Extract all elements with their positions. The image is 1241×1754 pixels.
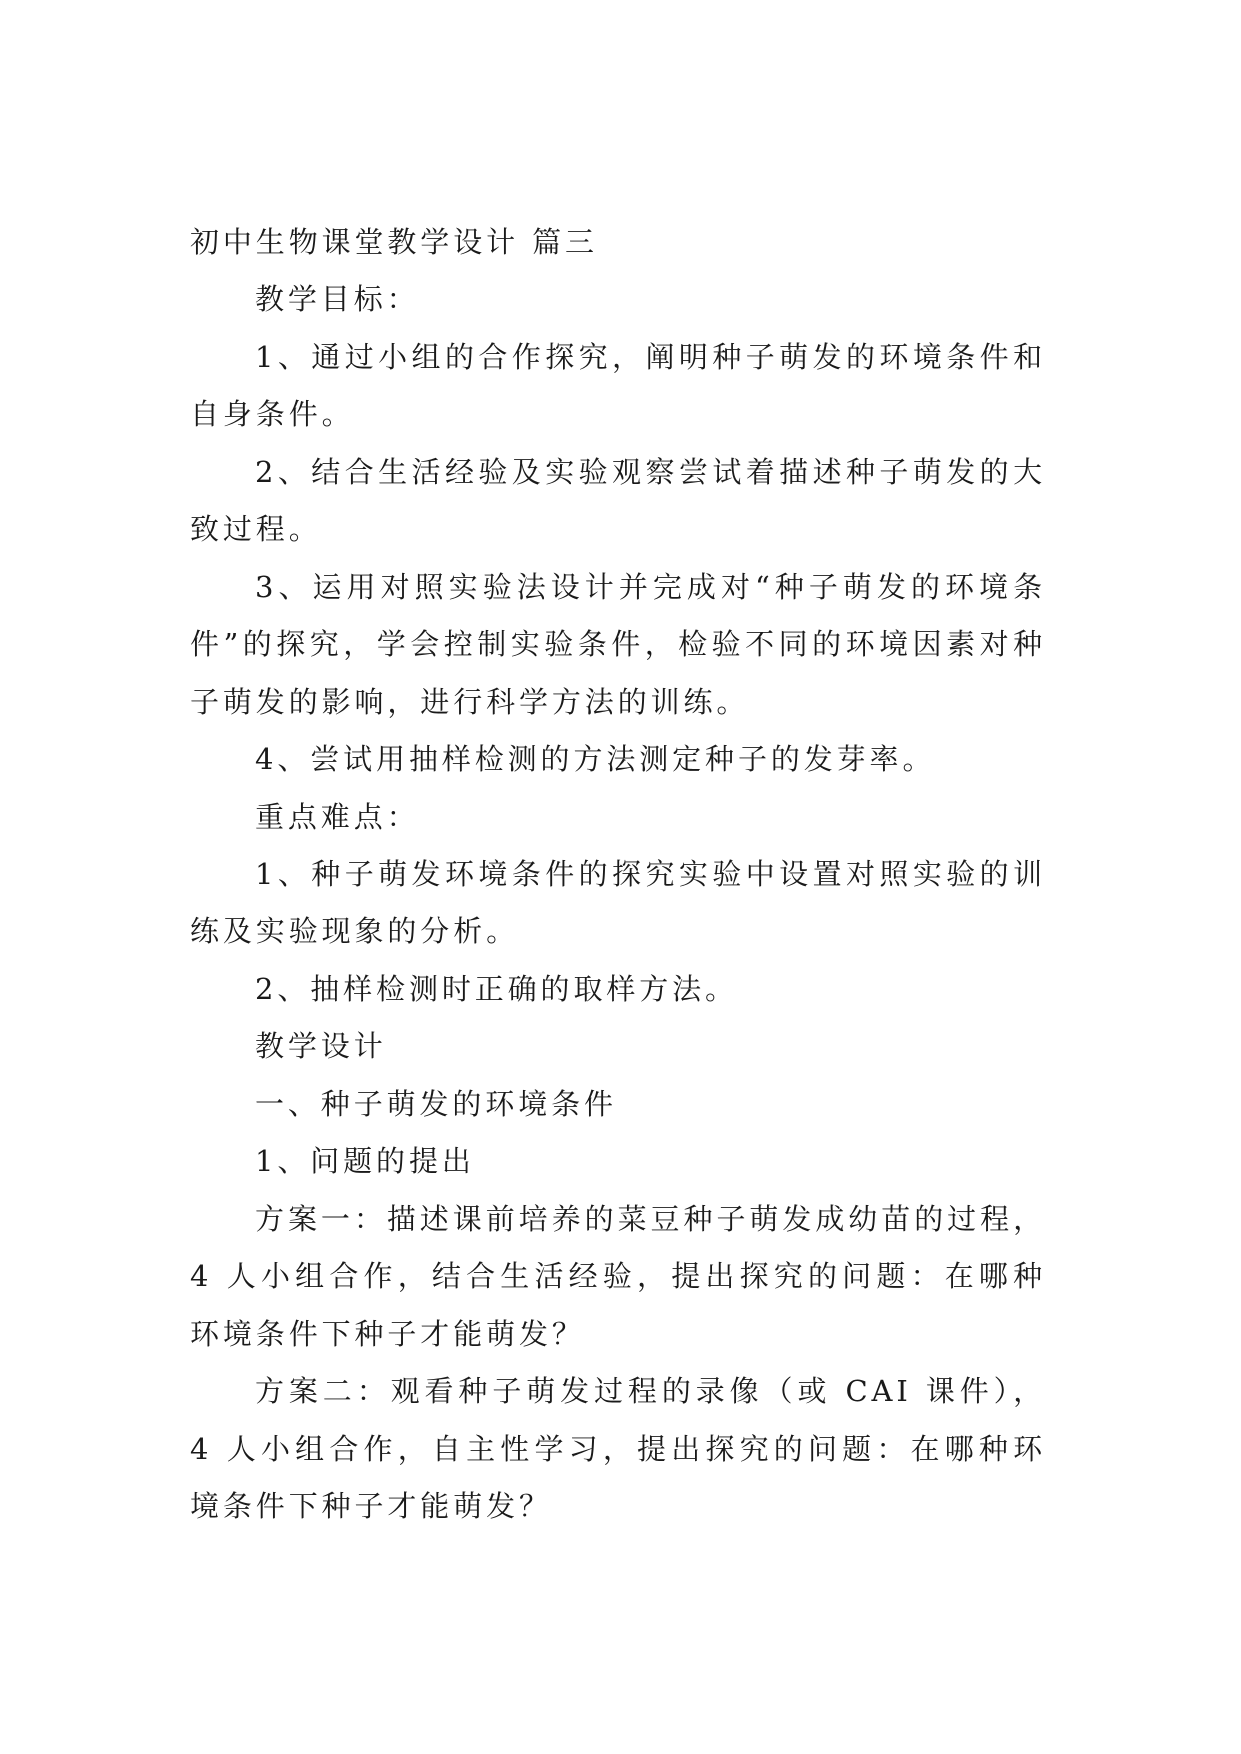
objective-item-4: 4、尝试用抽样检测的方法测定种子的发芽率。 [255,742,936,777]
objective-item-2: 2、结合生活经验及实验观察尝试着描述种子萌发的大致过程。 [190,454,1046,547]
document-body [190,214,1046,1535]
objective-item-1: 1、通过小组的合作探究，阐明种子萌发的环境条件和自身条件。 [190,339,1046,432]
section-heading-key-points: 重点难点： [255,799,420,834]
section-heading-objectives: 教学目标： [255,282,420,317]
key-point-item-1: 1、种子萌发环境条件的探究实验中设置对照实验的训练及实验现象的分析。 [190,856,1046,949]
plan-two-paragraph: 方案二：观看种子萌发过程的录像（或 CAI 课件），4 人小组合作，自主性学习，提出探究的问题：在哪种环境条件下种子才能萌发？ [190,1374,1046,1523]
subsection-heading-environment: 一、种子萌发的环境条件 [255,1086,617,1121]
section-heading-design: 教学设计 [255,1029,387,1064]
key-point-item-2: 2、抽样检测时正确的取样方法。 [255,971,738,1006]
document-title: 初中生物课堂教学设计 篇三 [190,225,598,259]
plan-one-paragraph: 方案一：描述课前培养的菜豆种子萌发成幼苗的过程，4 人小组合作，结合生活经验，提出探究的问题：在哪种环境条件下种子才能萌发？ [190,1201,1046,1351]
subsection-heading-question: 1、问题的提出 [255,1144,475,1179]
objective-item-3: 3、运用对照实验法设计并完成对“种子萌发的环境条件”的探究，学会控制实验条件，检验不同的环境因素对种子萌发的影响，进行科学方法的训练。 [190,569,1046,719]
